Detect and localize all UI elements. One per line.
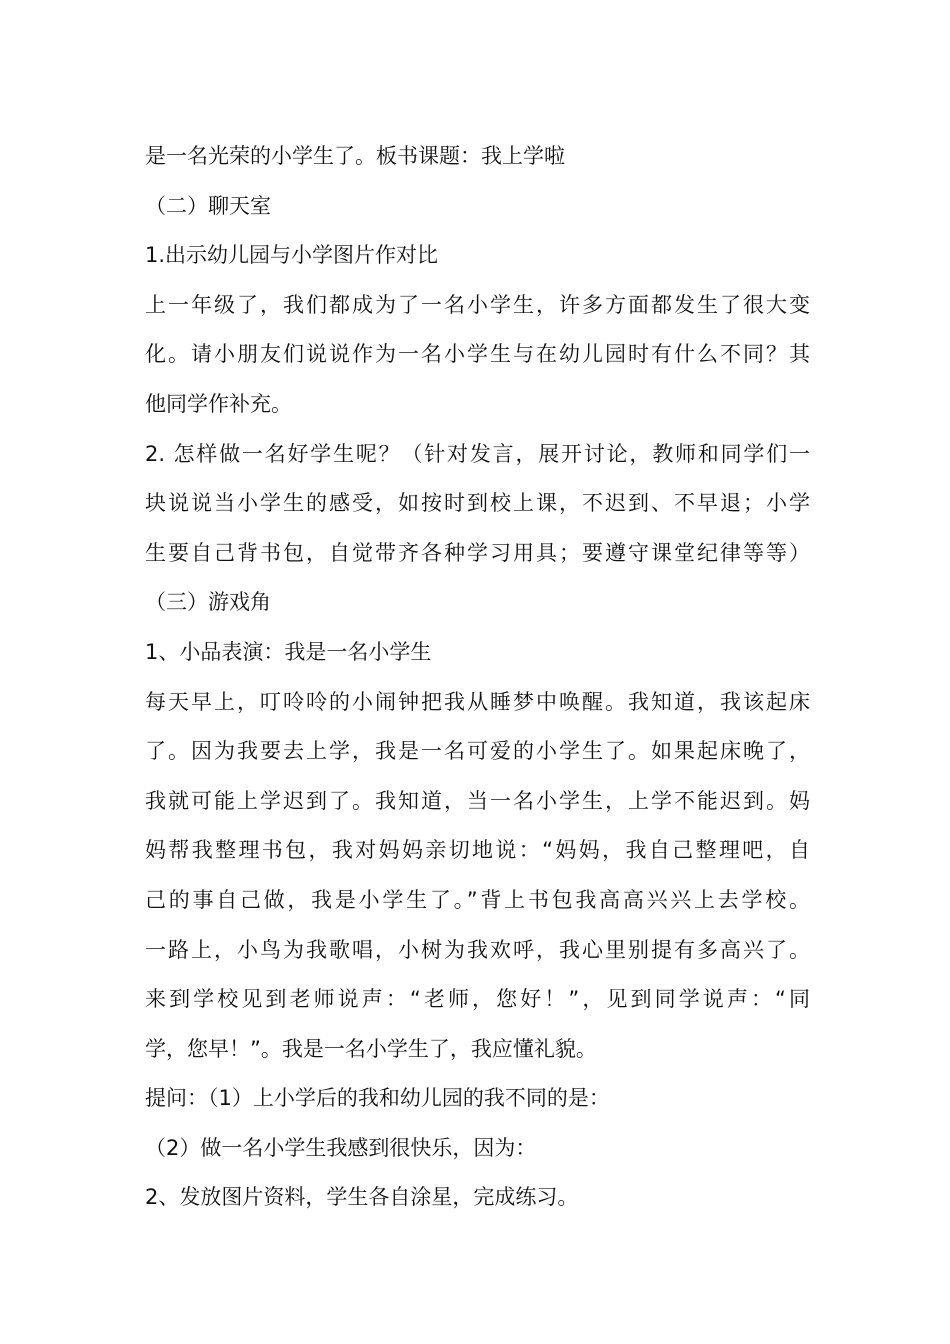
text-line: 1.出示幼儿园与小学图片作对比 — [145, 243, 439, 268]
text-line: （二）聊天室 — [145, 193, 271, 218]
text-line: 2. 怎样做一名好学生呢？（针对发言，展开讨论，教师和同学们一 — [145, 441, 810, 466]
text-line: 我就可能上学迟到了。我知道，当一名小学生，上学不能迟到。妈 — [145, 788, 810, 813]
text-line: 上一年级了，我们都成为了一名小学生，许多方面都发生了很大变 — [145, 292, 810, 317]
text-line: 妈帮我整理书包，我对妈妈亲切地说：“妈妈，我自己整理吧，自 — [145, 838, 810, 863]
text-line: 是一名光荣的小学生了。板书课题：我上学啦 — [145, 144, 565, 168]
text-line: 生要自己背书包，自觉带齐各种学习用具；要遵守课堂纪律等等） — [145, 540, 810, 565]
text-line: 每天早上，叮呤呤的小闹钟把我从睡梦中唤醒。我知道，我该起床 — [145, 689, 810, 714]
document-body — [145, 132, 810, 1223]
text-line: （三）游戏角 — [145, 590, 271, 615]
text-line: 2、发放图片资料，学生各自涂星，完成练习。 — [145, 1185, 579, 1210]
text-line: （2）做一名小学生我感到很快乐，因为： — [145, 1135, 537, 1160]
text-line: 化。请小朋友们说说作为一名小学生与在幼儿园时有什么不同？其 — [145, 342, 810, 367]
text-line: 己的事自己做，我是小学生了。”背上书包我高高兴兴上去学校。 — [145, 887, 810, 912]
text-line: 1、小品表演：我是一名小学生 — [145, 639, 432, 664]
text-line: 学，您早！”。我是一名小学生了，我应懂礼貌。 — [145, 1036, 597, 1061]
text-line: 一路上，小鸟为我歌唱，小树为我欢呼，我心里别提有多高兴了。 — [145, 937, 810, 962]
text-line: 他同学作补充。 — [145, 391, 292, 416]
text-line: 提问：（1）上小学后的我和幼儿园的我不同的是： — [145, 1086, 610, 1111]
text-line: 块说说当小学生的感受，如按时到校上课，不迟到、不早退；小学 — [145, 491, 810, 516]
text-line: 来到学校见到老师说声：“老师，您好！”，见到同学说声：“同 — [145, 987, 810, 1012]
text-line: 了。因为我要去上学，我是一名可爱的小学生了。如果起床晚了， — [145, 739, 810, 764]
